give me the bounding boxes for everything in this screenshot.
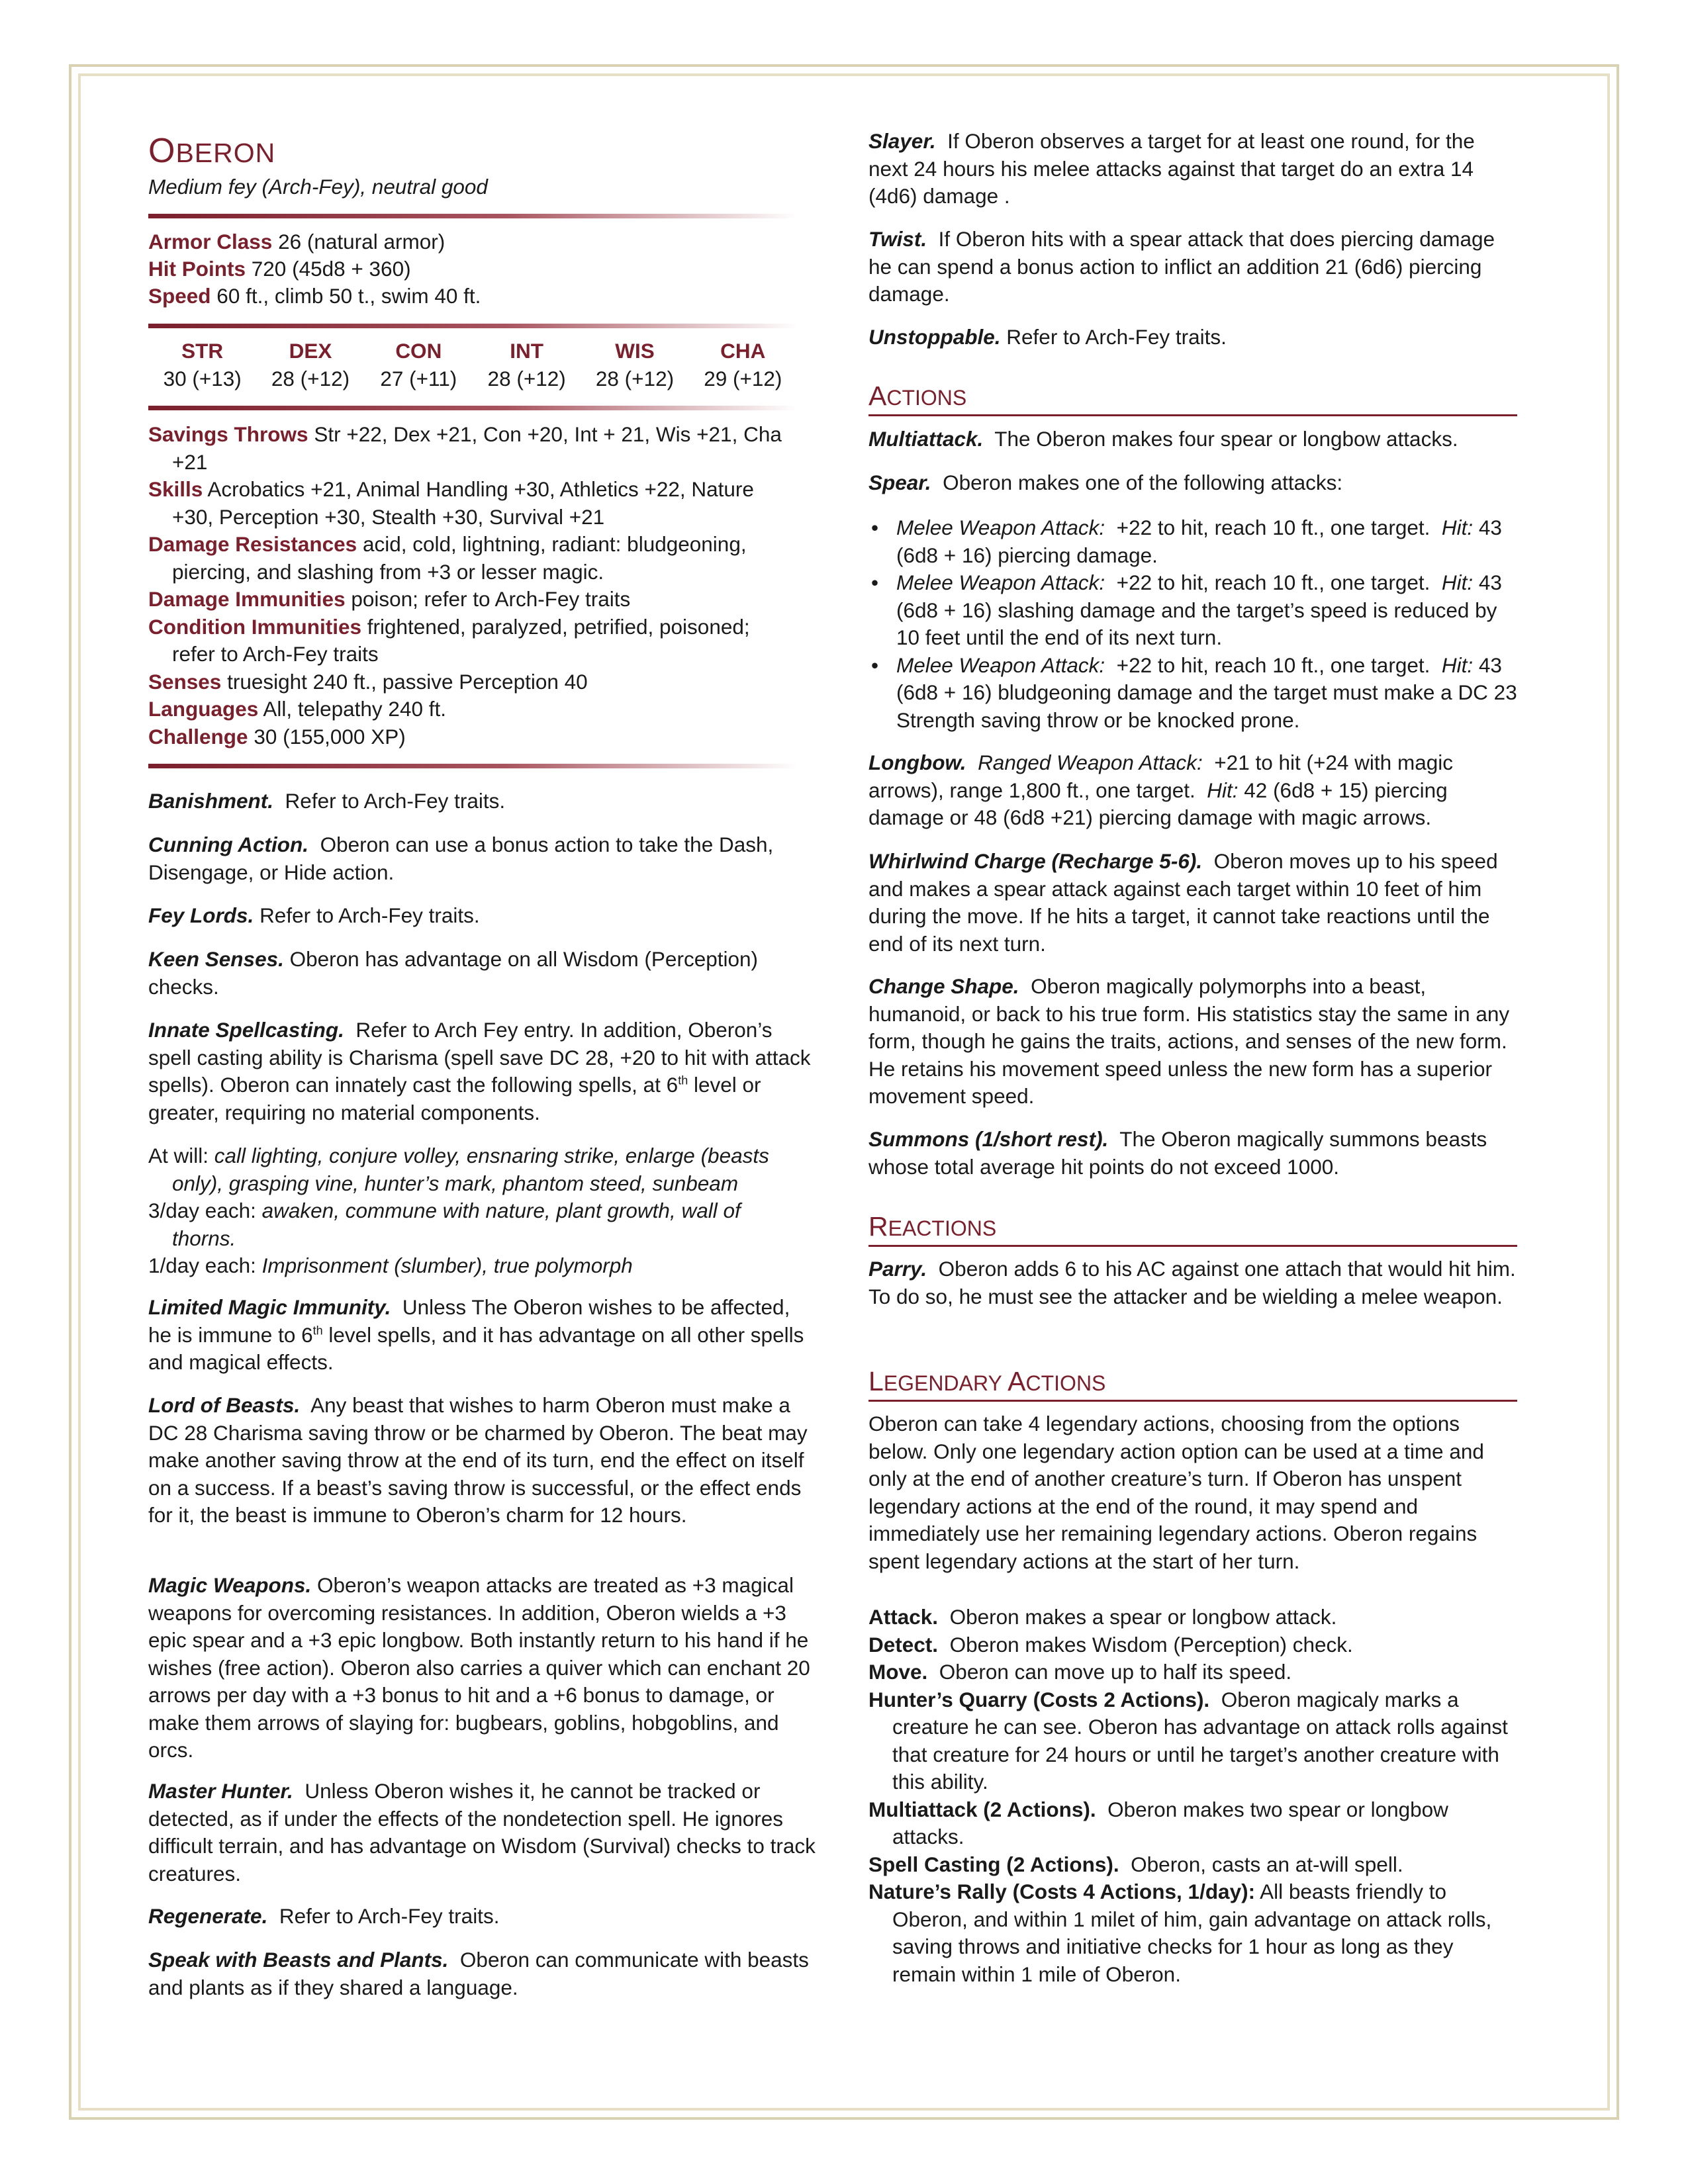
ability-header-con: CON bbox=[395, 339, 442, 363]
legendary-action-text: Oberon makes a spear or longbow attack. bbox=[949, 1605, 1337, 1629]
trait-name: Slayer. bbox=[868, 129, 936, 153]
stat-value: truesight 240 ft., passive Perception 40 bbox=[227, 669, 588, 694]
divider bbox=[148, 324, 797, 328]
stat-label: Senses bbox=[148, 669, 222, 694]
legendary-action-attack bbox=[868, 1604, 1517, 1631]
legendary-action-detect bbox=[868, 1631, 1517, 1659]
ability-header-dex: DEX bbox=[289, 339, 332, 363]
legendary-action-multiattack bbox=[868, 1796, 1517, 1851]
legendary-action-name: Detect. bbox=[868, 1632, 939, 1657]
stat-label: Challenge bbox=[148, 724, 248, 749]
trait-text: Oberon’s weapon attacks are treated as +3 magical weapons for overcoming resistances. In addition, Oberon wields a +3 epic spear and a +3 epic longbow. Both instantly return to his hand if he wishes (free action). Oberon also carries a quiver which can enchant 20 arrows per day with a +3 bonus to hit and a +6 bonus to damage, or make them arrows of slaying for: bugbears, goblins, hobgoblins, and orcs. bbox=[148, 1573, 810, 1762]
trait-name: Twist. bbox=[868, 227, 927, 251]
divider bbox=[148, 214, 797, 218]
monster-subtitle: Medium fey (Arch-Fey), neutral good bbox=[148, 175, 488, 199]
attack-type: Ranged Weapon Attack: bbox=[978, 751, 1203, 774]
trait-text: Any beast that wishes to harm Oberon must make a DC 28 Charisma saving throw or be charmed by Oberon. The beat may make another saving throw at the end of its turn, end the effect on itself on a success. If a beast’s saving throw is successful, or the effect ends for it, the beast is immune to Oberon’s charm for 12 hours. bbox=[148, 1393, 808, 1527]
stat-condition-immunities bbox=[148, 614, 797, 668]
trait-text: level or greater, requiring no material components. bbox=[148, 1073, 761, 1124]
legendary-action-text: Oberon can move up to half its speed. bbox=[939, 1660, 1292, 1684]
speed-label: Speed bbox=[148, 284, 211, 308]
spell-list-prefix: At will: bbox=[148, 1144, 214, 1167]
spell-list-spells: call lighting, conjure volley, ensnaring strike, enlarge (beasts only), grasping vine, hunter’s mark, phantom steed, sunbeam bbox=[172, 1144, 769, 1195]
action-text: Oberon makes one of the following attacks: bbox=[943, 471, 1343, 494]
stat-damage-immunities bbox=[148, 586, 797, 614]
section-heading-legendary-actions bbox=[868, 1366, 1517, 1402]
stat-value: acid, cold, lightning, radiant: bludgeoning, piercing, and slashing from +3 or lesser magic. bbox=[172, 532, 747, 584]
trait-text: Oberon can use a bonus action to take the Dash, Disengage, or Hide action. bbox=[148, 833, 774, 884]
attack-type: Melee Weapon Attack: bbox=[896, 570, 1105, 594]
legendary-action-list bbox=[868, 1604, 1517, 1988]
stats-block bbox=[148, 421, 797, 751]
divider bbox=[148, 406, 797, 410]
speed bbox=[148, 283, 817, 310]
trait-name: Master Hunter. bbox=[148, 1779, 293, 1803]
action-name: Whirlwind Charge (Recharge 5-6). bbox=[868, 849, 1203, 873]
trait-text: Unless The Oberon wishes to be affected, he is immune to 6 bbox=[148, 1295, 790, 1347]
legendary-action-name: Hunter’s Quarry (Costs 2 Actions). bbox=[868, 1687, 1210, 1711]
stat-languages bbox=[148, 696, 797, 723]
reaction-text: Oberon adds 6 to his AC against one attach that would hit him. To do so, he must see the attacker and be wielding a melee weapon. bbox=[868, 1257, 1516, 1308]
ability-header-wis: WIS bbox=[615, 339, 655, 363]
superscript: th bbox=[312, 1324, 323, 1337]
heading-initial: A bbox=[868, 381, 887, 411]
legendary-action-text: Oberon makes Wisdom (Perception) check. bbox=[949, 1632, 1353, 1657]
heading-initial: L bbox=[868, 1366, 884, 1396]
hit-points-value: 720 (45d8 + 360) bbox=[251, 257, 411, 281]
trait-keen-senses bbox=[148, 946, 817, 1001]
stat-value: poison; refer to Arch-Fey traits bbox=[351, 587, 631, 611]
action-text: Oberon moves up to his speed and makes a spear attack against each target within 10 feet of him during the move. If he hits a target, it cannot take reactions until the end of its next turn. bbox=[868, 849, 1498, 956]
action-change-shape bbox=[868, 973, 1517, 1111]
trait-banishment bbox=[148, 788, 817, 815]
trait-lord-of-beasts bbox=[148, 1392, 817, 1529]
trait-text: Oberon can communicate with beasts and plants as if they shared a language. bbox=[148, 1948, 809, 1999]
trait-text: level spells, and it has advantage on all other spells and magical effects. bbox=[148, 1322, 804, 1374]
stat-label: Languages bbox=[148, 697, 259, 721]
divider bbox=[148, 764, 797, 768]
spell-list bbox=[148, 1142, 797, 1280]
action-text: The Oberon magically summons beasts whose total average hit points do not exceed 1000. bbox=[868, 1127, 1487, 1179]
action-text: +21 to hit (+24 with magic arrows), range 1,800 ft., one target. bbox=[868, 751, 1459, 802]
attack-reach: +22 to hit, reach 10 ft., one target. bbox=[1105, 653, 1442, 677]
stat-value: Str +22, Dex +21, Con +20, Int + 21, Wis +21, Cha +21 bbox=[172, 422, 782, 474]
trait-name: Innate Spellcasting. bbox=[148, 1018, 344, 1042]
armor-class-label: Armor Class bbox=[148, 230, 273, 253]
legendary-action-hunters-quarry bbox=[868, 1686, 1517, 1796]
spell-list-spells: Imprisonment (slumber), true polymorph bbox=[261, 1253, 633, 1277]
action-name: Change Shape. bbox=[868, 974, 1019, 998]
monster-name bbox=[148, 131, 817, 173]
stat-label: Damage Resistances bbox=[148, 532, 357, 556]
ability-header-int: INT bbox=[510, 339, 544, 363]
action-summons bbox=[868, 1126, 1517, 1181]
legendary-intro: Oberon can take 4 legendary actions, choosing from the options below. Only one legendary action option can be used at a time and only at the end of another creature’s turn. If Oberon has unspent legendary actions at the end of the round, it may spend and immediately use her remaining legendary actions. Oberon regains spent legendary actions at the start of her turn. bbox=[868, 1412, 1484, 1573]
section-heading-reactions bbox=[868, 1211, 1517, 1247]
trait-name: Lord of Beasts. bbox=[148, 1393, 301, 1417]
legendary-action-name: Multiattack (2 Actions). bbox=[868, 1797, 1096, 1821]
trait-name: Magic Weapons. bbox=[148, 1573, 312, 1597]
action-name: Summons (1/short rest). bbox=[868, 1127, 1109, 1151]
trait-text: If Oberon observes a target for at least one round, for the next 24 hours his melee attacks against that target do an extra 14 (4d6) damage . bbox=[868, 129, 1475, 208]
trait-name: Regenerate. bbox=[148, 1904, 268, 1928]
legendary-action-name: Move. bbox=[868, 1660, 928, 1684]
trait-twist bbox=[868, 226, 1517, 308]
legendary-action-text: All beasts friendly to Oberon, and within 1 milet of him, gain advantage on attack rolls, saving throws and initiative checks for 1 hour as long as they remain within 1 mile of Oberon. bbox=[892, 1880, 1492, 1986]
section-heading-actions bbox=[868, 381, 1517, 416]
stat-senses bbox=[148, 668, 797, 696]
spear-attack-list bbox=[868, 514, 1517, 734]
trait-name: Unstoppable. bbox=[868, 325, 1001, 349]
stat-label: Damage Immunities bbox=[148, 587, 346, 611]
action-name: Spear. bbox=[868, 471, 931, 494]
trait-name: Speak with Beasts and Plants. bbox=[148, 1948, 449, 1972]
spear-attack-slashing bbox=[868, 569, 1517, 652]
stat-value: frightened, paralyzed, petrified, poisoned; refer to Arch-Fey traits bbox=[172, 614, 750, 666]
spell-list-prefix: 3/day each: bbox=[148, 1199, 262, 1222]
attack-effect: 43 (6d8 + 16) piercing damage. bbox=[896, 516, 1502, 567]
spear-attack-bludgeoning bbox=[868, 652, 1517, 735]
attack-hit-label: Hit: bbox=[1207, 778, 1239, 802]
legendary-action-name: Nature’s Rally (Costs 4 Actions, 1/day): bbox=[868, 1880, 1256, 1903]
heading-rest: CTIONS bbox=[886, 386, 967, 410]
stat-value: Acrobatics +21, Animal Handling +30, Athletics +22, Nature +30, Perception +30, Stealth +30, Survival +21 bbox=[172, 477, 754, 529]
stat-skills bbox=[148, 476, 797, 531]
attack-reach: +22 to hit, reach 10 ft., one target. bbox=[1105, 570, 1442, 594]
action-name: Multiattack. bbox=[868, 427, 984, 451]
trait-magic-weapons bbox=[148, 1572, 817, 1764]
attack-type: Melee Weapon Attack: bbox=[896, 516, 1105, 539]
armor-class-value: 26 (natural armor) bbox=[278, 230, 445, 253]
trait-slayer bbox=[868, 128, 1517, 210]
ability-headers bbox=[148, 338, 797, 365]
ability-value-con: 27 (+11) bbox=[380, 367, 457, 390]
trait-text: Refer to Arch-Fey traits. bbox=[279, 1904, 500, 1928]
ability-value-str: 30 (+13) bbox=[163, 367, 242, 390]
spell-list-3-day bbox=[148, 1197, 797, 1252]
legendary-action-text: Oberon, casts an at-will spell. bbox=[1131, 1852, 1403, 1876]
armor-class bbox=[148, 228, 817, 256]
hit-points bbox=[148, 255, 817, 283]
legendary-action-text: Oberon makes two spear or longbow attacks. bbox=[892, 1797, 1448, 1848]
trait-name: Limited Magic Immunity. bbox=[148, 1295, 391, 1319]
stat-damage-resistances bbox=[148, 531, 797, 586]
action-text: Oberon magically polymorphs into a beast, humanoid, or back to his true form. His statistics stay the same in any form, though he gains the traits, actions, and senses of the new form. He retains his movement speed unless the new form has a superior movement speed. bbox=[868, 974, 1510, 1108]
monster-name-rest: BERON bbox=[175, 138, 276, 168]
superscript: th bbox=[678, 1073, 688, 1087]
legendary-action-name: Spell Casting (2 Actions). bbox=[868, 1852, 1119, 1876]
attack-reach: +22 to hit, reach 10 ft., one target. bbox=[1105, 516, 1442, 539]
action-multiattack bbox=[868, 426, 1517, 453]
trait-name: Cunning Action. bbox=[148, 833, 309, 856]
trait-cunning-action bbox=[148, 831, 817, 886]
legendary-action-text: Oberon magicaly marks a creature he can see. Oberon has advantage on attack rolls against that creature for 24 hours or until he target’s another creature with this ability. bbox=[892, 1687, 1508, 1794]
action-longbow bbox=[868, 749, 1517, 832]
spell-list-prefix: 1/day each: bbox=[148, 1253, 262, 1277]
speed-value: 60 ft., climb 50 t., swim 40 ft. bbox=[216, 284, 481, 308]
legendary-action-spell-casting bbox=[868, 1851, 1517, 1879]
ability-header-cha: CHA bbox=[720, 339, 766, 363]
attack-hit-label: Hit: bbox=[1441, 653, 1474, 677]
trait-master-hunter bbox=[148, 1778, 817, 1888]
heading-initial: A bbox=[1008, 1366, 1026, 1396]
stat-challenge bbox=[148, 723, 797, 751]
action-text: The Oberon makes four spear or longbow attacks. bbox=[994, 427, 1458, 451]
stat-value: 30 (155,000 XP) bbox=[254, 724, 406, 749]
stat-label: Savings Throws bbox=[148, 422, 308, 446]
heading-rest: EACTIONS bbox=[888, 1216, 997, 1240]
heading-rest: EGENDARY bbox=[883, 1371, 1008, 1395]
reaction-name: Parry. bbox=[868, 1257, 927, 1281]
hit-points-label: Hit Points bbox=[148, 257, 246, 281]
action-name: Longbow. bbox=[868, 751, 966, 774]
legendary-action-name: Attack. bbox=[868, 1605, 939, 1629]
spell-list-1-day bbox=[148, 1252, 797, 1280]
trait-innate-spellcasting bbox=[148, 1017, 817, 1126]
ability-value-dex: 28 (+12) bbox=[271, 367, 350, 390]
trait-regenerate bbox=[148, 1903, 817, 1931]
attack-hit-label: Hit: bbox=[1441, 570, 1474, 594]
spell-list-at-will bbox=[148, 1142, 797, 1197]
trait-text: Unless Oberon wishes it, he cannot be tracked or detected, as if under the effects of the nondetection spell. He ignores difficult terrain, and has advantage on Wisdom (Survival) checks to track creatures. bbox=[148, 1779, 816, 1886]
monster-name-initial: O bbox=[148, 132, 176, 170]
stat-value: All, telepathy 240 ft. bbox=[263, 697, 446, 721]
ability-value-wis: 28 (+12) bbox=[595, 367, 675, 390]
trait-name: Banishment. bbox=[148, 789, 274, 813]
attack-hit-label: Hit: bbox=[1441, 516, 1474, 539]
legendary-action-move bbox=[868, 1659, 1517, 1686]
ability-value-cha: 29 (+12) bbox=[704, 367, 782, 390]
action-text: 42 (6d8 + 15) piercing damage or 48 (6d8 +21) piercing damage with magic arrows. bbox=[868, 778, 1448, 829]
attack-effect: 43 (6d8 + 16) slashing damage and the target’s speed is reduced by 10 feet until the end of its next turn. bbox=[896, 570, 1502, 649]
trait-text: Refer to Arch-Fey traits. bbox=[1006, 325, 1227, 349]
trait-text: If Oberon hits with a spear attack that does piercing damage he can spend a bonus action to inflict an addition 21 (6d6) piercing damage. bbox=[868, 227, 1495, 306]
trait-text: Refer to Arch-Fey traits. bbox=[259, 903, 480, 927]
stat-label: Condition Immunities bbox=[148, 614, 361, 639]
spear-attack-piercing bbox=[868, 514, 1517, 569]
attack-type: Melee Weapon Attack: bbox=[896, 653, 1105, 677]
heading-rest: CTIONS bbox=[1025, 1371, 1106, 1395]
trait-speak-with-beasts bbox=[148, 1946, 817, 2001]
legendary-action-natures-rally bbox=[868, 1878, 1517, 1988]
attack-effect: 43 (6d8 + 16) bludgeoning damage and the target must make a DC 23 Strength saving throw or be knocked prone. bbox=[896, 653, 1517, 732]
trait-name: Fey Lords. bbox=[148, 903, 254, 927]
trait-text: Oberon has advantage on all Wisdom (Perception) checks. bbox=[148, 947, 759, 999]
trait-text: Refer to Arch Fey entry. In addition, Oberon’s spell casting ability is Charisma (spell save DC 28, +20 to hit with attack spells). Oberon can innately cast the following spells, at 6 bbox=[148, 1018, 811, 1097]
action-spear bbox=[868, 469, 1517, 497]
stat-saving-throws bbox=[148, 421, 797, 476]
trait-text: Refer to Arch-Fey traits. bbox=[285, 789, 506, 813]
action-whirlwind-charge bbox=[868, 848, 1517, 958]
trait-name: Keen Senses. bbox=[148, 947, 284, 971]
heading-initial: R bbox=[868, 1211, 888, 1242]
ability-values bbox=[148, 365, 797, 393]
ability-header-str: STR bbox=[181, 339, 224, 363]
trait-unstoppable bbox=[868, 324, 1517, 351]
ability-value-int: 28 (+12) bbox=[487, 367, 566, 390]
reaction-parry bbox=[868, 1255, 1517, 1310]
trait-limited-magic-immunity bbox=[148, 1294, 817, 1377]
stat-label: Skills bbox=[148, 477, 203, 501]
spell-list-spells: awaken, commune with nature, plant growth, wall of thorns. bbox=[172, 1199, 741, 1250]
trait-fey-lords bbox=[148, 902, 817, 930]
